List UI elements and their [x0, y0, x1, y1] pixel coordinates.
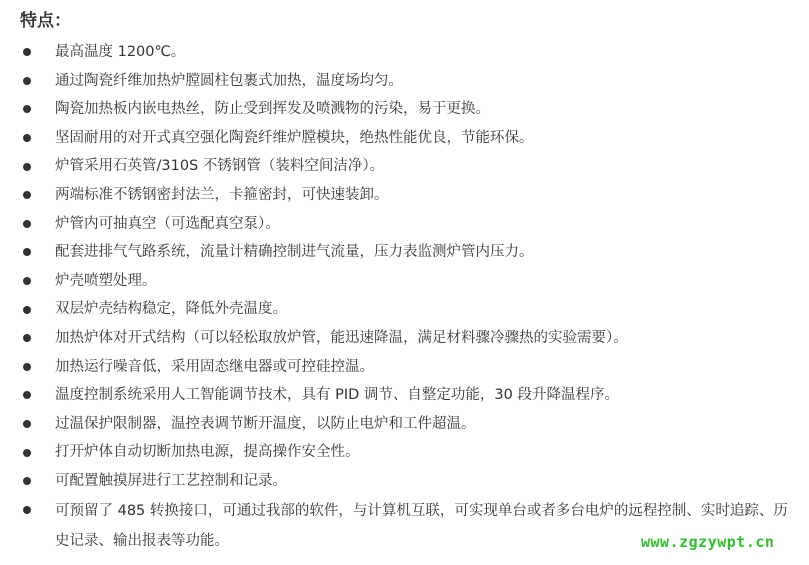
feature-text: 两端标准不锈钢密封法兰，卡箍密封，可快速装卸。 — [55, 186, 389, 203]
list-item — [0, 267, 809, 296]
bullet-icon — [23, 48, 31, 56]
feature-text: 可预留了 485 转换接口，可通过我部的软件，与计算机互联，可实现单台或者多台电炉的远程控制、实时追踪、历史记录、输出报表等功能。 — [55, 502, 788, 549]
bullet-icon — [23, 191, 31, 199]
bullet-icon — [23, 220, 31, 228]
list-item — [0, 67, 809, 96]
list-item — [0, 238, 809, 267]
feature-text: 炉壳喷塑处理。 — [55, 272, 157, 289]
bullet-icon — [23, 277, 31, 285]
list-item — [0, 210, 809, 239]
site-watermark: www.zgzywpt.cn — [641, 533, 775, 551]
feature-text: 可配置触摸屏进行工艺控制和记录。 — [55, 472, 287, 489]
bullet-icon — [23, 134, 31, 142]
bullet-icon — [23, 105, 31, 113]
bullet-icon — [23, 77, 31, 85]
list-item — [0, 381, 809, 410]
list-item — [0, 295, 809, 324]
bullet-icon — [23, 248, 31, 256]
feature-text: 加热运行噪音低，采用固态继电器或可控硅控温。 — [55, 358, 374, 375]
feature-text: 过温保护限制器，温控表调节断开温度，以防止电炉和工件超温。 — [55, 415, 476, 432]
bullet-icon — [23, 306, 31, 314]
list-item — [0, 353, 809, 382]
bullet-icon — [23, 420, 31, 428]
feature-text: 打开炉体自动切断加热电源，提高操作安全性。 — [55, 444, 360, 461]
list-item — [0, 324, 809, 353]
feature-text: 陶瓷加热板内嵌电热丝，防止受到挥发及喷溅物的污染，易于更换。 — [55, 101, 490, 118]
list-item — [0, 152, 809, 181]
feature-text: 加热炉体对开式结构（可以轻松取放炉管，能迅速降温，满足材料骤冷骤热的实验需要）。 — [55, 329, 628, 346]
bullet-icon — [23, 506, 31, 514]
list-item — [0, 38, 809, 67]
feature-text: 双层炉壳结构稳定，降低外壳温度。 — [55, 301, 287, 318]
bullet-icon — [23, 163, 31, 171]
list-item — [0, 181, 809, 210]
feature-text: 炉管采用石英管/310S 不锈钢管（装料空间洁净）。 — [55, 158, 385, 175]
list-item — [0, 95, 809, 124]
bullet-icon — [23, 391, 31, 399]
feature-text: 配套进排气气路系统，流量计精确控制进气流量，压力表监测炉管内压力。 — [55, 244, 534, 261]
bullet-icon — [23, 449, 31, 457]
feature-text: 温度控制系统采用人工智能调节技术，具有 PID 调节、自整定功能，30 段升降温程序。 — [55, 387, 619, 404]
bullet-icon — [23, 363, 31, 371]
feature-text: 坚固耐用的对开式真空强化陶瓷纤维炉膛模块，绝热性能优良，节能环保。 — [55, 129, 534, 146]
list-item — [0, 410, 809, 439]
bullet-icon — [23, 334, 31, 342]
bullet-icon — [23, 477, 31, 485]
list-item — [0, 124, 809, 153]
list-item — [0, 438, 809, 467]
feature-text: 通过陶瓷纤维加热炉膛圆柱包裹式加热，温度场均匀。 — [55, 72, 403, 89]
feature-text: 最高温度 1200℃。 — [55, 44, 186, 60]
feature-list — [0, 38, 809, 556]
feature-text: 炉管内可抽真空（可选配真空泵）。 — [55, 215, 280, 232]
section-heading: 特点： — [20, 11, 71, 31]
list-item — [0, 467, 809, 496]
